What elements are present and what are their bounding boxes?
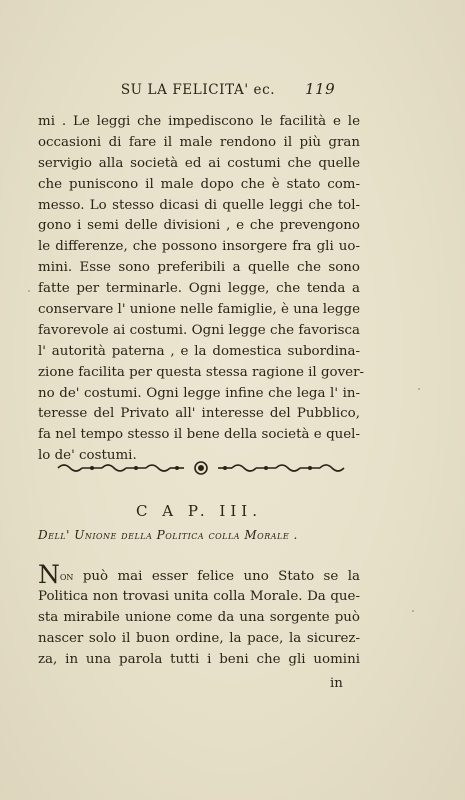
body-line: gono i semi delle divisioni , e che prevengono: [38, 218, 360, 234]
page-number: 119: [305, 80, 336, 98]
chapter-first-line: [38, 560, 360, 589]
chapter-number: C A P. III.: [136, 502, 262, 520]
first-word-small-caps: on: [59, 569, 74, 583]
chapter-line: sta mirabile unione come da una sorgente può: [38, 609, 360, 625]
body-line: messo. Lo stesso dicasi di quelle leggi che tol-: [38, 197, 360, 213]
catchword: in: [330, 676, 343, 691]
body-line: che puniscono il male dopo che è stato com-: [38, 176, 360, 192]
chapter-line: za, in una parola tutti i beni che gli uomini: [38, 651, 360, 667]
drop-cap: N: [38, 560, 60, 589]
body-line: occasioni di fare il male rendono il più gran: [38, 134, 360, 150]
paper-speck: [418, 388, 420, 390]
paper-speck: [28, 290, 30, 292]
chapter-line: nascer solo il buon ordine, la pace, la sicurez-: [38, 630, 360, 646]
body-line: fatte per terminarle. Ogni legge, che tenda a: [38, 281, 360, 297]
chapter-text: [38, 560, 360, 671]
body-line: le differenze, che possono insorgere fra gli uo-: [38, 239, 360, 255]
body-line: mini. Esse sono preferibili a quelle che sono: [38, 260, 360, 276]
first-line-text: può mai esser felice uno Stato se la: [73, 569, 360, 584]
chapter-line: Politica non trovasi unita colla Morale. Da que-: [38, 589, 360, 604]
body-text: [38, 112, 365, 467]
paper-speck: [412, 610, 414, 612]
body-line: mi . Le leggi che impediscono le facilità e le: [38, 114, 360, 129]
body-line: servigio alla società ed ai costumi che quelle: [38, 155, 360, 171]
body-line: teresse del Privato all' interesse del Pubblico,: [38, 406, 360, 422]
running-title: SU LA FELICITA' ec.: [120, 82, 276, 98]
decorative-rule-ornament: [56, 457, 346, 479]
body-line: no de' costumi. Ogni legge infine che lega l' in-: [38, 385, 360, 401]
body-line: l' autorità paterna , e la domestica subordina-: [38, 343, 360, 359]
body-line: conservare l' unione nelle famiglie, è una legge: [38, 302, 360, 318]
body-line: lo de' costumi.: [38, 448, 137, 464]
body-line: fa nel tempo stesso il bene della società e quel-: [38, 427, 360, 443]
chapter-title: Dell' Unione della Politica colla Morale .: [38, 528, 298, 542]
body-line: zione facilita per questa stessa ragione il gover-: [38, 364, 365, 380]
body-line: favorevole ai costumi. Ogni legge che favorisca: [38, 322, 360, 338]
